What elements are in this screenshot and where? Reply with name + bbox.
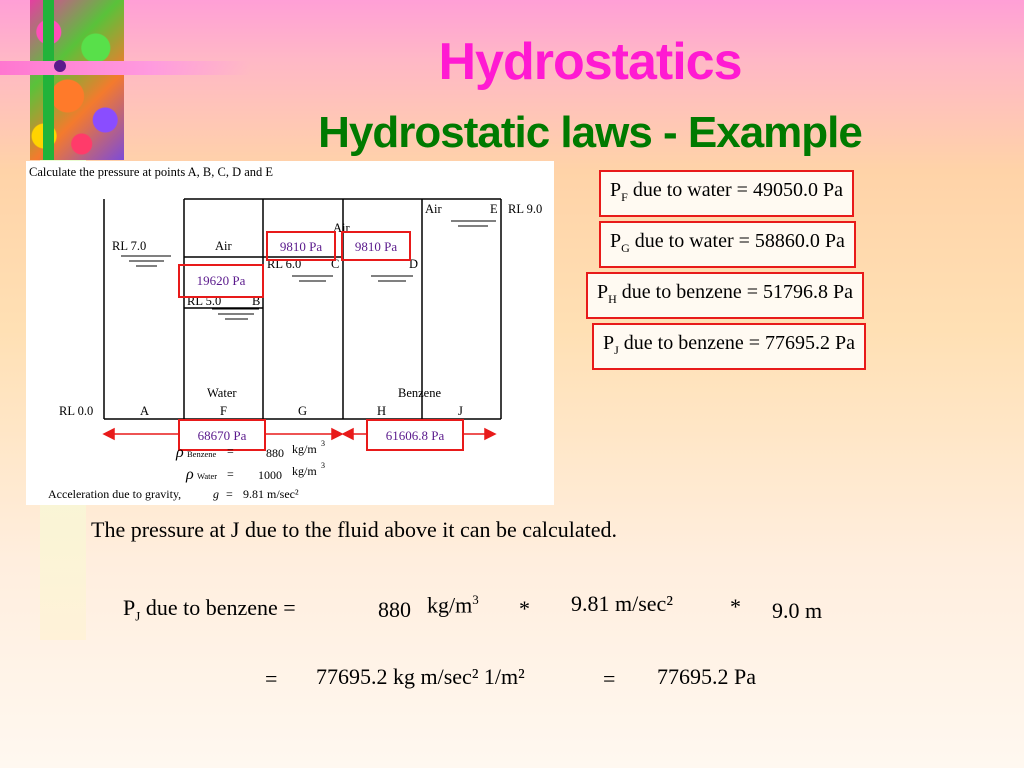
rho-benzene-equals: = <box>227 444 234 458</box>
calc-density-value: 880 <box>378 597 411 622</box>
pressure-benzene-base: 61606.8 Pa <box>385 428 445 443</box>
rho-benzene-sub: Benzene <box>187 449 217 459</box>
result-ph-text: due to benzene = 51796.8 Pa <box>616 281 854 303</box>
point-b: B <box>252 294 261 308</box>
gravity-equals: = <box>226 487 233 501</box>
level-rl-6: RL 6.0 <box>267 257 302 271</box>
calc-result: 77695.2 Pa <box>657 664 756 689</box>
level-rl-9: RL 9.0 <box>508 202 543 216</box>
calc-lhs-text: due to benzene = <box>140 595 296 620</box>
point-g: G <box>298 404 308 418</box>
result-ph-symbol: P <box>597 281 609 303</box>
label-water: Water <box>207 386 237 400</box>
calc-lhs-sub: J <box>135 608 141 624</box>
pressure-b: 19620 Pa <box>196 273 246 288</box>
rho-benzene-symbol: ρ <box>176 444 184 461</box>
calc-lhs <box>123 595 296 624</box>
label-air-middle: Air <box>333 221 350 235</box>
pressure-water-base: 68670 Pa <box>197 428 247 443</box>
liquid-surface-marks <box>121 221 496 319</box>
gravity-symbol: g <box>213 487 219 501</box>
result-pj-sub: J <box>614 343 619 357</box>
label-benzene: Benzene <box>398 386 442 400</box>
calc-result-units: 77695.2 kg m/sec² 1/m² <box>316 664 525 689</box>
calc-depth: 9.0 m <box>772 598 823 623</box>
statement-text: The pressure at J due to the fluid above it can be calculated. <box>91 517 617 542</box>
rho-water-value: 1000 <box>258 468 282 482</box>
rho-water-unit: kg/m <box>292 464 317 478</box>
result-pj-text: due to benzene = 77695.2 Pa <box>618 332 856 354</box>
calc-density-unit <box>427 592 479 618</box>
rho-water-sub: Water <box>197 471 218 481</box>
point-j: J <box>458 404 463 418</box>
label-air-left: Air <box>215 239 232 253</box>
calc-density-unit-base: kg/m <box>427 592 473 618</box>
rho-water-equals: = <box>227 467 234 481</box>
point-d: D <box>409 257 419 271</box>
calc-density-unit-exp: 3 <box>472 592 479 607</box>
diagram-question: Calculate the pressure at points A, B, C, D and E <box>29 165 274 179</box>
rho-water-unit-exp: 3 <box>321 461 325 470</box>
rho-benzene-value: 880 <box>266 446 284 460</box>
result-pg-sub: G <box>621 241 630 255</box>
calc-times-1: * <box>519 596 530 621</box>
gravity-label: Acceleration due to gravity, <box>48 487 182 501</box>
level-rl-7: RL 7.0 <box>112 239 147 253</box>
point-e: E <box>490 202 498 216</box>
result-ph-sub: H <box>608 292 617 306</box>
result-pg-symbol: P <box>610 230 622 252</box>
point-f: F <box>220 404 227 418</box>
result-box-pf <box>599 170 854 217</box>
result-box-ph <box>586 272 864 319</box>
result-pg-text: due to water = 58860.0 Pa <box>629 230 845 252</box>
pressure-d: 9810 Pa <box>354 239 398 254</box>
calc-gravity: 9.81 m/sec² <box>571 591 673 616</box>
point-c: C <box>331 257 340 271</box>
gravity-value: 9.81 m/sec² <box>243 487 299 501</box>
calc-lhs-symbol: P <box>123 595 136 620</box>
calc-times-2: * <box>730 594 741 619</box>
point-a: A <box>140 404 150 418</box>
label-air-right: Air <box>425 202 442 216</box>
level-rl-5: RL 5.0 <box>187 294 222 308</box>
result-pf-sub: F <box>621 190 628 204</box>
rho-benzene-unit-exp: 3 <box>321 439 325 448</box>
slide-title: Hydrostatics <box>438 33 742 91</box>
slide-subtitle: Hydrostatic laws - Example <box>318 108 862 157</box>
rho-benzene-unit: kg/m <box>292 442 317 456</box>
result-pf-text: due to water = 49050.0 Pa <box>627 179 843 201</box>
level-rl-0: RL 0.0 <box>59 404 94 418</box>
rho-water-symbol: ρ <box>186 466 194 483</box>
calc-equals-1: = <box>265 666 278 691</box>
pressure-c: 9810 Pa <box>279 239 323 254</box>
result-box-pg <box>599 221 856 268</box>
tank-diagram-svg <box>26 161 554 505</box>
result-pf-symbol: P <box>610 179 622 201</box>
point-h: H <box>377 404 387 418</box>
tank-diagram <box>26 161 554 505</box>
calc-equals-2: = <box>603 666 616 691</box>
result-pj-symbol: P <box>603 332 615 354</box>
result-box-pj <box>592 323 866 370</box>
